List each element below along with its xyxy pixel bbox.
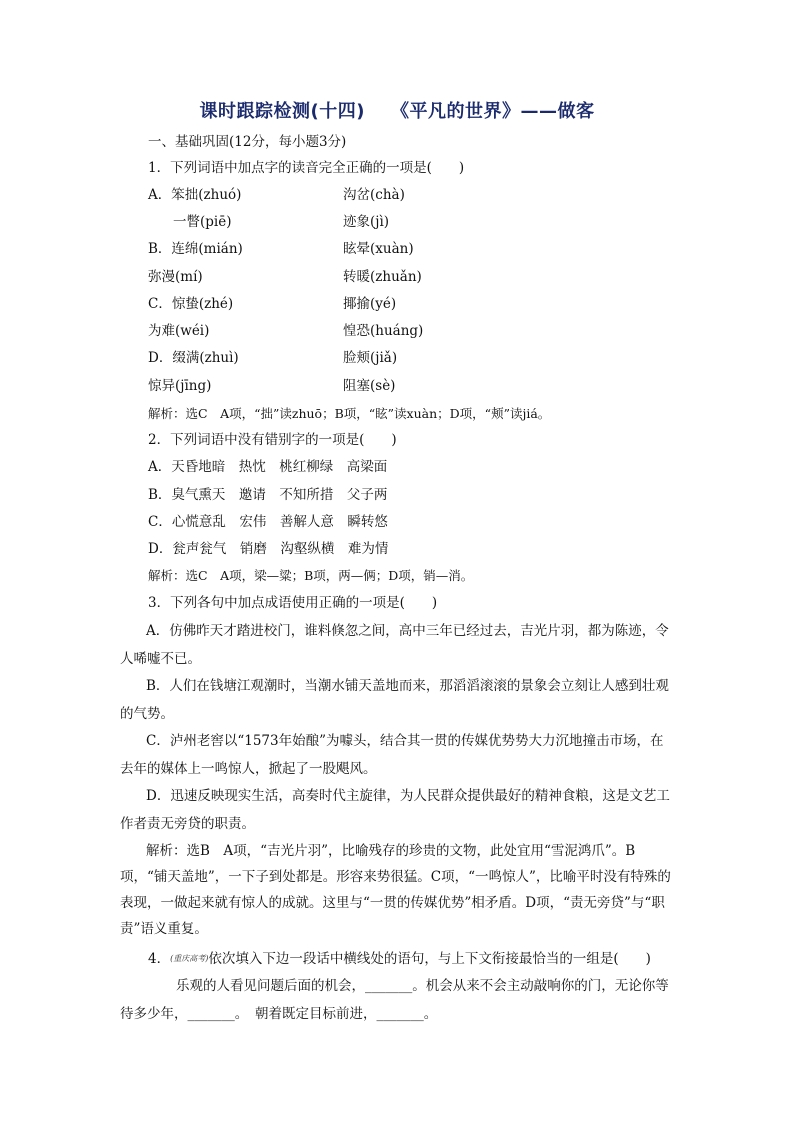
q4-stem-text: 依次填入下边一段话中横线处的语句，与上下文衔接最恰当的一组是( ) (208, 951, 651, 967)
q1-option-a-left: A．笨拙(zhuó) (148, 187, 242, 203)
q3-option-a (120, 618, 676, 673)
q2-analysis: 解析：选C A项，梁—粱；B项，两—俩；D项，销—消。 (148, 568, 474, 583)
q4-passage (120, 973, 676, 1028)
q3-analysis-text: 解析：选B A项，“吉光片羽”，比喻残存的珍贵的文物，此处宜用“雪泥鸿爪”。B项，“铺天盖地”，一下子到处都是。形容来势很猛。C项，“一鸣惊人”，比喻平时没有特殊的表现，一做起来就有惊人的成就。这里与“一贯的传媒优势”相矛盾。D项，“责无旁贷”与“职责”语义重复。 (120, 843, 671, 937)
q1-option-d-right: 脸颊(jiǎ) (343, 350, 398, 366)
q2-option-c: C．心慌意乱 宏伟 善解人意 瞬转悠 (148, 514, 388, 530)
q4-stem (148, 950, 651, 970)
q1-option-a-right: 沟岔(chà) (343, 187, 405, 203)
q1-option-a2-left: 一瞥(piē) (173, 214, 232, 230)
q1-option-c-left: C．惊蛰(zhé) (148, 296, 234, 312)
q1-stem: 1．下列词语中加点字的读音完全正确的一项是( ) (148, 160, 465, 176)
page-title (0, 97, 794, 123)
q2-option-b: B．臭气熏天 邀请 不知所措 父子两 (148, 487, 388, 503)
q3-option-c (120, 728, 676, 783)
q3-stem: 3．下列各句中加点成语使用正确的一项是( ) (148, 595, 438, 611)
q3-option-d (120, 783, 676, 838)
section-heading: 一、基础巩固(12分，每小题3分) (148, 134, 347, 150)
title-sub: 《平凡的世界》——做客 (390, 101, 595, 122)
q1-option-b2-left: 弥漫(mí) (148, 269, 203, 285)
q3-option-b-text: B．人们在钱塘江观潮时，当潮水铺天盖地而来，那滔滔滚滚的景象会立刻让人感到壮观的气势。 (120, 678, 669, 722)
q3-option-c-text: C．泸州老窖以“1573年始酿”为噱头，结合其一贯的传媒优势势大力沉地撞击市场，在去年的媒体上一鸣惊人，掀起了一股飓风。 (120, 733, 664, 777)
q2-option-a: A．天昏地暗 热忱 桃红柳绿 高梁面 (148, 459, 388, 475)
q3-option-b (120, 673, 676, 728)
q1-option-a2-right: 迹象(jì) (343, 214, 390, 230)
q1-option-c2-right: 惶恐(huáng) (343, 323, 424, 339)
q3-option-d-text: D．迅速反映现实生活，高奏时代主旋律，为人民群众提供最好的精神食粮，这是文艺工作者责无旁贷的职责。 (120, 788, 670, 832)
q1-option-b2-right: 转暖(zhuǎn) (343, 269, 422, 285)
title-main: 课时跟踪检测(十四) (199, 101, 365, 122)
q1-analysis: 解析：选C A项，“拙”读zhuō；B项，“眩”读xuàn；D项，“颊”读jiá。 (148, 406, 551, 421)
q2-option-d: D．瓮声瓮气 销磨 沟壑纵横 难为情 (148, 541, 389, 557)
q4-source-tag: (重庆高考) (170, 954, 209, 963)
q1-option-d2-right: 阻塞(sè) (343, 378, 396, 394)
q3-analysis (120, 838, 676, 942)
q1-option-b-left: B．连绵(mián) (148, 241, 243, 257)
q1-option-d-left: D．缀满(zhuì) (148, 350, 239, 366)
q1-option-c-right: 揶揄(yé) (343, 296, 397, 312)
q1-option-c2-left: 为难(wéi) (148, 323, 210, 339)
q2-stem: 2．下列词语中没有错别字的一项是( ) (148, 432, 397, 448)
q1-option-b-right: 眩晕(xuàn) (343, 241, 414, 257)
q3-option-a-text: A．仿佛昨天才踏进校门，谁料倏忽之间，高中三年已经过去，吉光片羽，都为陈迹，令人唏嘘不已。 (120, 623, 669, 667)
q4-passage-text: 乐观的人看见问题后面的机会，_______。机会从来不会主动敲响你的门，无论你等待多少年，_______。 朝着既定目标前进，_______。 (120, 978, 669, 1022)
q1-option-d2-left: 惊异(jīng) (148, 378, 212, 394)
q4-number: 4． (148, 951, 171, 967)
